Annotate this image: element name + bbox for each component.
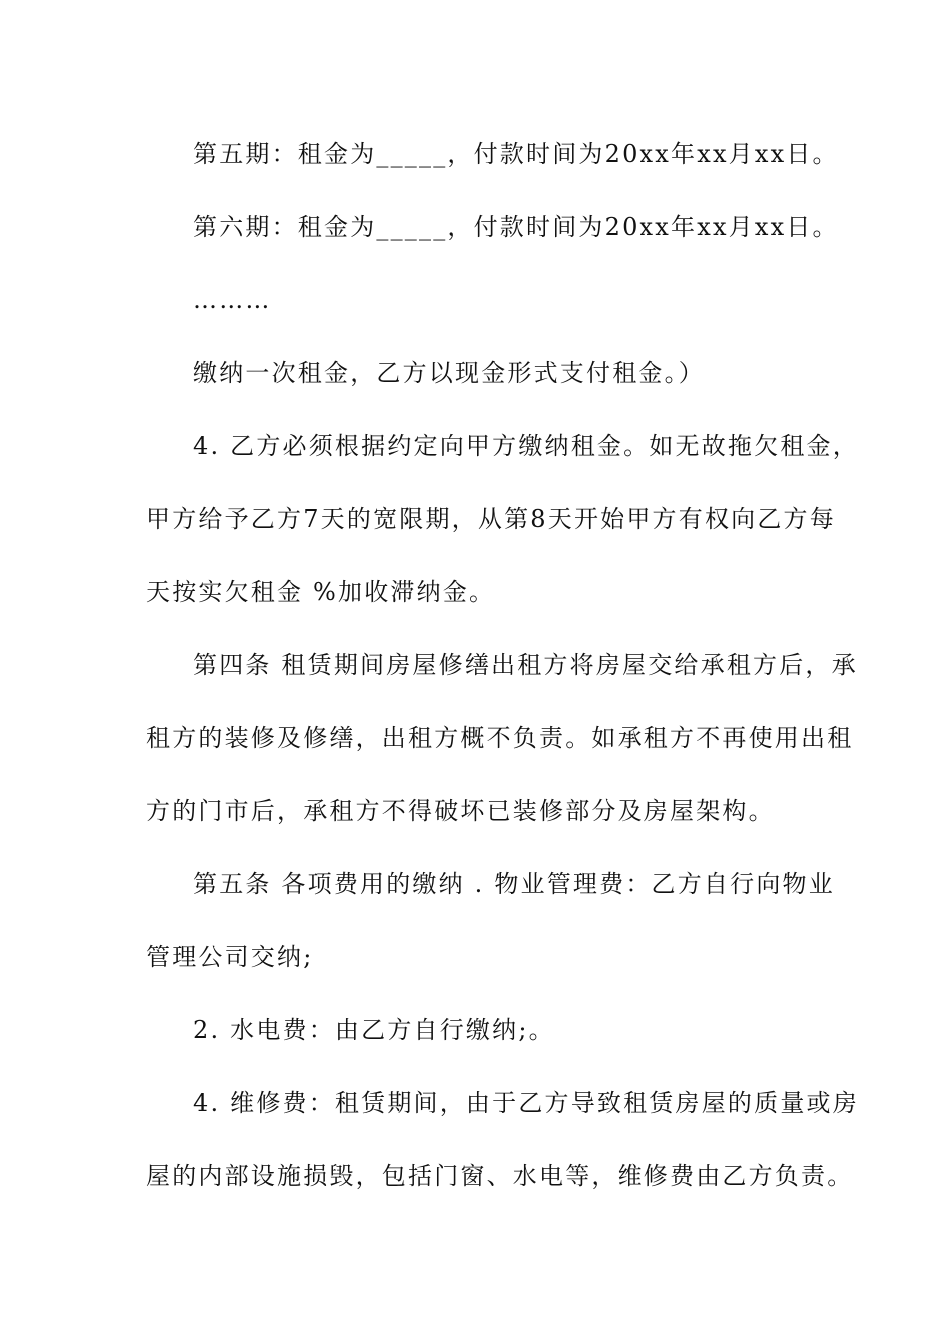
text-line-article-4-mid: 租方的装修及修缮，出租方概不负责。如承租方不再使用出租 <box>146 724 854 752</box>
text-line-article-4-end: 方的门市后，承租方不得破坏已装修部分及房屋架构。 <box>146 797 775 825</box>
text-line-clause-4-late-fee: 天按实欠租金 %加收滞纳金。 <box>146 578 496 606</box>
text-line-article-5-start: 第五条 各项费用的缴纳 . 物业管理费：乙方自行向物业 <box>193 870 835 898</box>
text-line-clause-4-grace: 甲方给予乙方7天的宽限期，从第8天开始甲方有权向乙方每 <box>146 505 836 533</box>
text-line-article-5-mgmt: 管理公司交纳; <box>146 943 314 971</box>
text-line-utilities: 2. 水电费：由乙方自行缴纳;。 <box>193 1016 555 1044</box>
text-line-period-5: 第五期：租金为_____，付款时间为20xx年xx月xx日。 <box>193 140 839 168</box>
text-line-payment-form: 缴纳一次租金，乙方以现金形式支付租金。） <box>193 359 705 387</box>
text-line-repair-end: 屋的内部设施损毁，包括门窗、水电等，维修费由乙方负责。 <box>146 1162 854 1190</box>
text-line-clause-4-start: 4. 乙方必须根据约定向甲方缴纳租金。如无故拖欠租金， <box>193 432 859 460</box>
text-line-repair-start: 4. 维修费：租赁期间，由于乙方导致租赁房屋的质量或房 <box>193 1089 859 1117</box>
text-line-ellipsis: ……… <box>193 286 272 314</box>
text-line-period-6: 第六期：租金为_____，付款时间为20xx年xx月xx日。 <box>193 213 839 241</box>
text-line-article-4-start: 第四条 租赁期间房屋修缮出租方将房屋交给承租方后，承 <box>193 651 858 679</box>
